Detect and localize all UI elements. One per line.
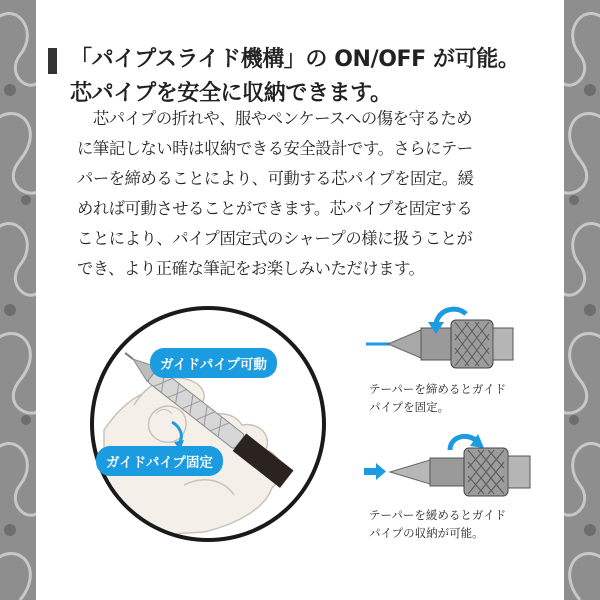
taper-section: [430, 458, 464, 486]
hand-holding-pencil-illustration: [94, 310, 322, 538]
tip-cone: [388, 330, 421, 358]
body-line: 芯パイプの折れや、服やペンケースへの傷を守るため: [77, 109, 473, 128]
hand-illustration-circle: [90, 306, 326, 542]
caption-line: パイプの収納が可能。: [369, 526, 484, 540]
caption-line: テーパーを締めるとガイド: [369, 382, 507, 396]
body-line: に筆記しない時は収納できる安全設計です。さらにテー: [77, 139, 473, 158]
caption-tightened: [369, 380, 506, 416]
body-line: めれば可動させることができます。芯パイプを固定する: [77, 199, 473, 218]
push-arrow-icon: [364, 468, 376, 475]
heading-marker: [48, 48, 57, 74]
taper-tightened-diagram: [366, 300, 546, 370]
caption-loosened: [369, 506, 506, 542]
floral-pattern-left: [0, 0, 36, 600]
caption-line: テーパーを緩めるとガイド: [369, 508, 507, 522]
decorative-border-left: [0, 0, 36, 600]
heading-line-1: 「パイプスライド機構」の ON/OFF が可能。: [70, 47, 520, 72]
body-line: パーを締めることにより、可動する芯パイプを固定。緩: [77, 169, 474, 188]
decorative-border-right: [564, 0, 600, 600]
body-paragraph: [77, 104, 527, 284]
body-line: ことにより、パイプ固定式のシャープの様に扱うことが: [77, 229, 473, 248]
heading-line-2: 芯パイプを安全に収納できます。: [70, 81, 392, 106]
body-line: でき、より正確な筆記をお楽しみいただけます。: [77, 259, 425, 278]
tip-cone: [390, 460, 430, 484]
label-guide-pipe-fixed: ガイドパイプ固定: [96, 446, 223, 476]
caption-line: パイプを固定。: [369, 400, 450, 414]
taper-loosened-diagram: [360, 432, 546, 502]
floral-pattern-right: [564, 0, 600, 600]
label-guide-pipe-movable: ガイドパイプ可動: [150, 348, 277, 378]
